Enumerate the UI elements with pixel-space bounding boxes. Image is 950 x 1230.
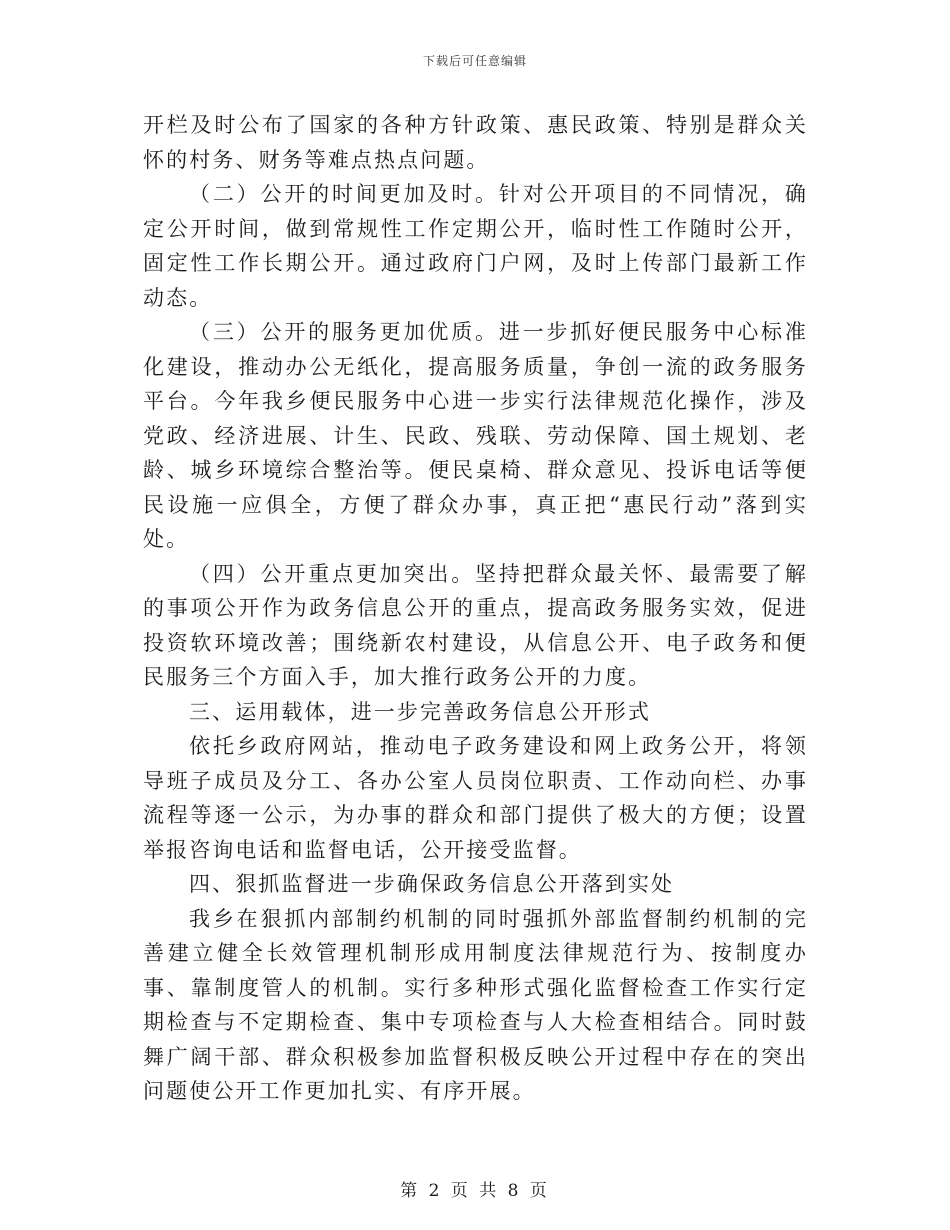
paragraph-5: 依托乡政府网站，推动电子政务建设和网上政务公开，将领导班子成员及分工、各办公室人员岗位职责、工作动向栏、办事流程等逐一公示，为办事的群众和部门提供了极大的方便；设置举报咨询电话和监督电话，公开接受监督。 [143,734,808,862]
page-number: 第 2 页 共 8 页 [400,1181,550,1201]
paragraph-1: 开栏及时公布了国家的各种方针政策、惠民政策、特别是群众关怀的村务、财务等难点热点问题。 [143,113,808,172]
page-header: 下载后可任意编辑 [422,54,527,68]
paragraph-2: （二）公开的时间更加及时。针对公开项目的不同情况，确定公开时间，做到常规性工作定期公开，临时性工作随时公开，固定性工作长期公开。通过政府门户网，及时上传部门最新工作动态。 [143,182,808,310]
section-heading-4: 四、狠抓监督进一步确保政务信息公开落到实处 [189,872,675,896]
paragraph-6: 我乡在狠抓内部制约机制的同时强抓外部监督制约机制的完善建立健全长效管理机制形成用制度法律规范行为、按制度办事、靠制度管人的机制。实行多种形式强化监督检查工作实行定期检查与不定期检查、集中专项检查与人大检查相结合。同时鼓舞广阔干部、群众积极参加监督积极反映公开过程中存在的突出问题使公开工作更加扎实、有序开展。 [143,906,808,1103]
paragraph-3: （三）公开的服务更加优质。进一步抓好便民服务中心标准化建设，推动办公无纸化，提高服务质量，争创一流的政务服务平台。今年我乡便民服务中心进一步实行法律规范化操作，涉及党政、经济进展、计生、民政、残联、劳动保障、国土规划、老龄、城乡环境综合整治等。便民桌椅、群众意见、投诉电话等便民设施一应俱全，方便了群众办事，真正把“惠民行动”落到实处。 [143,320,808,551]
section-heading-3: 三、运用载体，进一步完善政务信息公开形式 [189,699,651,724]
document-body [143,108,808,1109]
paragraph-4: （四）公开重点更加突出。坚持把群众最关怀、最需要了解的事项公开作为政务信息公开的重点，提高政务服务实效，促进投资软环境改善；围绕新农村建设，从信息公开、电子政务和便民服务三个方面入手，加大推行政务公开的力度。 [143,561,808,689]
